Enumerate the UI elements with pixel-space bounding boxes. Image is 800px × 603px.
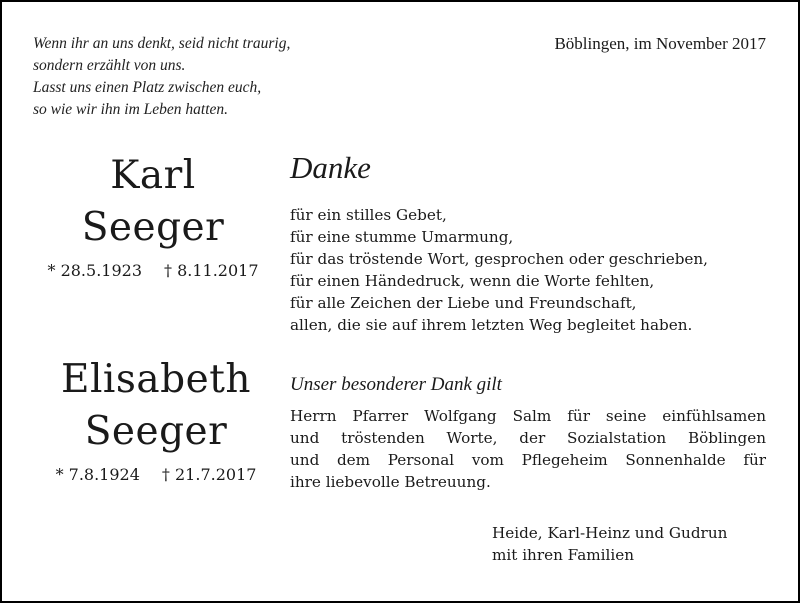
thanks-line: für einen Händedruck, wenn die Worte fehlten,	[290, 272, 655, 290]
signature-line: Heide, Karl-Heinz und Gudrun	[492, 524, 728, 542]
signature	[492, 522, 727, 566]
life-dates	[30, 260, 276, 282]
poem	[33, 33, 290, 121]
thanks-line: für alle Zeichen der Liebe und Freundschaft,	[290, 294, 637, 312]
poem-line: Lasst uns einen Platz zwischen euch,	[33, 79, 262, 96]
poem-line: so wie wir ihn im Leben hatten.	[33, 101, 229, 118]
last-name: Seeger	[81, 205, 225, 250]
birth-date: * 7.8.1924	[55, 465, 140, 484]
special-thanks-line: und dem Personal vom Pflegeheim Sonnenhalde für	[290, 451, 766, 469]
poem-line: sondern erzählt von uns.	[33, 57, 186, 74]
life-dates	[40, 464, 272, 486]
first-name: Karl	[110, 153, 196, 198]
special-thanks-line: ihre liebevolle Betreuung.	[290, 473, 491, 491]
poem-line: Wenn ihr an uns denkt, seid nicht traurig,	[33, 35, 291, 52]
death-date: † 21.7.2017	[161, 465, 257, 484]
last-name: Seeger	[84, 409, 228, 454]
first-name: Elisabeth	[60, 357, 252, 402]
thanks-line: für ein stilles Gebet,	[290, 206, 447, 224]
special-thanks-heading: Unser besonderer Dank gilt	[290, 374, 502, 395]
thanks-line: allen, die sie auf ihrem letzten Weg begleitet haben.	[290, 316, 693, 334]
place-date: Böblingen, im November 2017	[554, 34, 766, 53]
thanks-line: für das tröstende Wort, gesprochen oder geschrieben,	[290, 250, 709, 268]
special-thanks-text	[290, 405, 766, 493]
death-date: † 8.11.2017	[164, 261, 259, 280]
thanks-list	[290, 204, 708, 336]
person-elisabeth	[40, 354, 272, 486]
signature-line: mit ihren Familien	[492, 546, 634, 564]
thanks-line: für eine stumme Umarmung,	[290, 228, 514, 246]
person-karl	[30, 150, 276, 282]
special-thanks-line: Herrn Pfarrer Wolfgang Salm für seine einfühlsamen	[290, 407, 766, 425]
special-thanks-line: und tröstenden Worte, der Sozialstation Böblingen	[290, 429, 766, 447]
birth-date: * 28.5.1923	[47, 261, 142, 280]
thanks-heading: Danke	[290, 150, 371, 185]
